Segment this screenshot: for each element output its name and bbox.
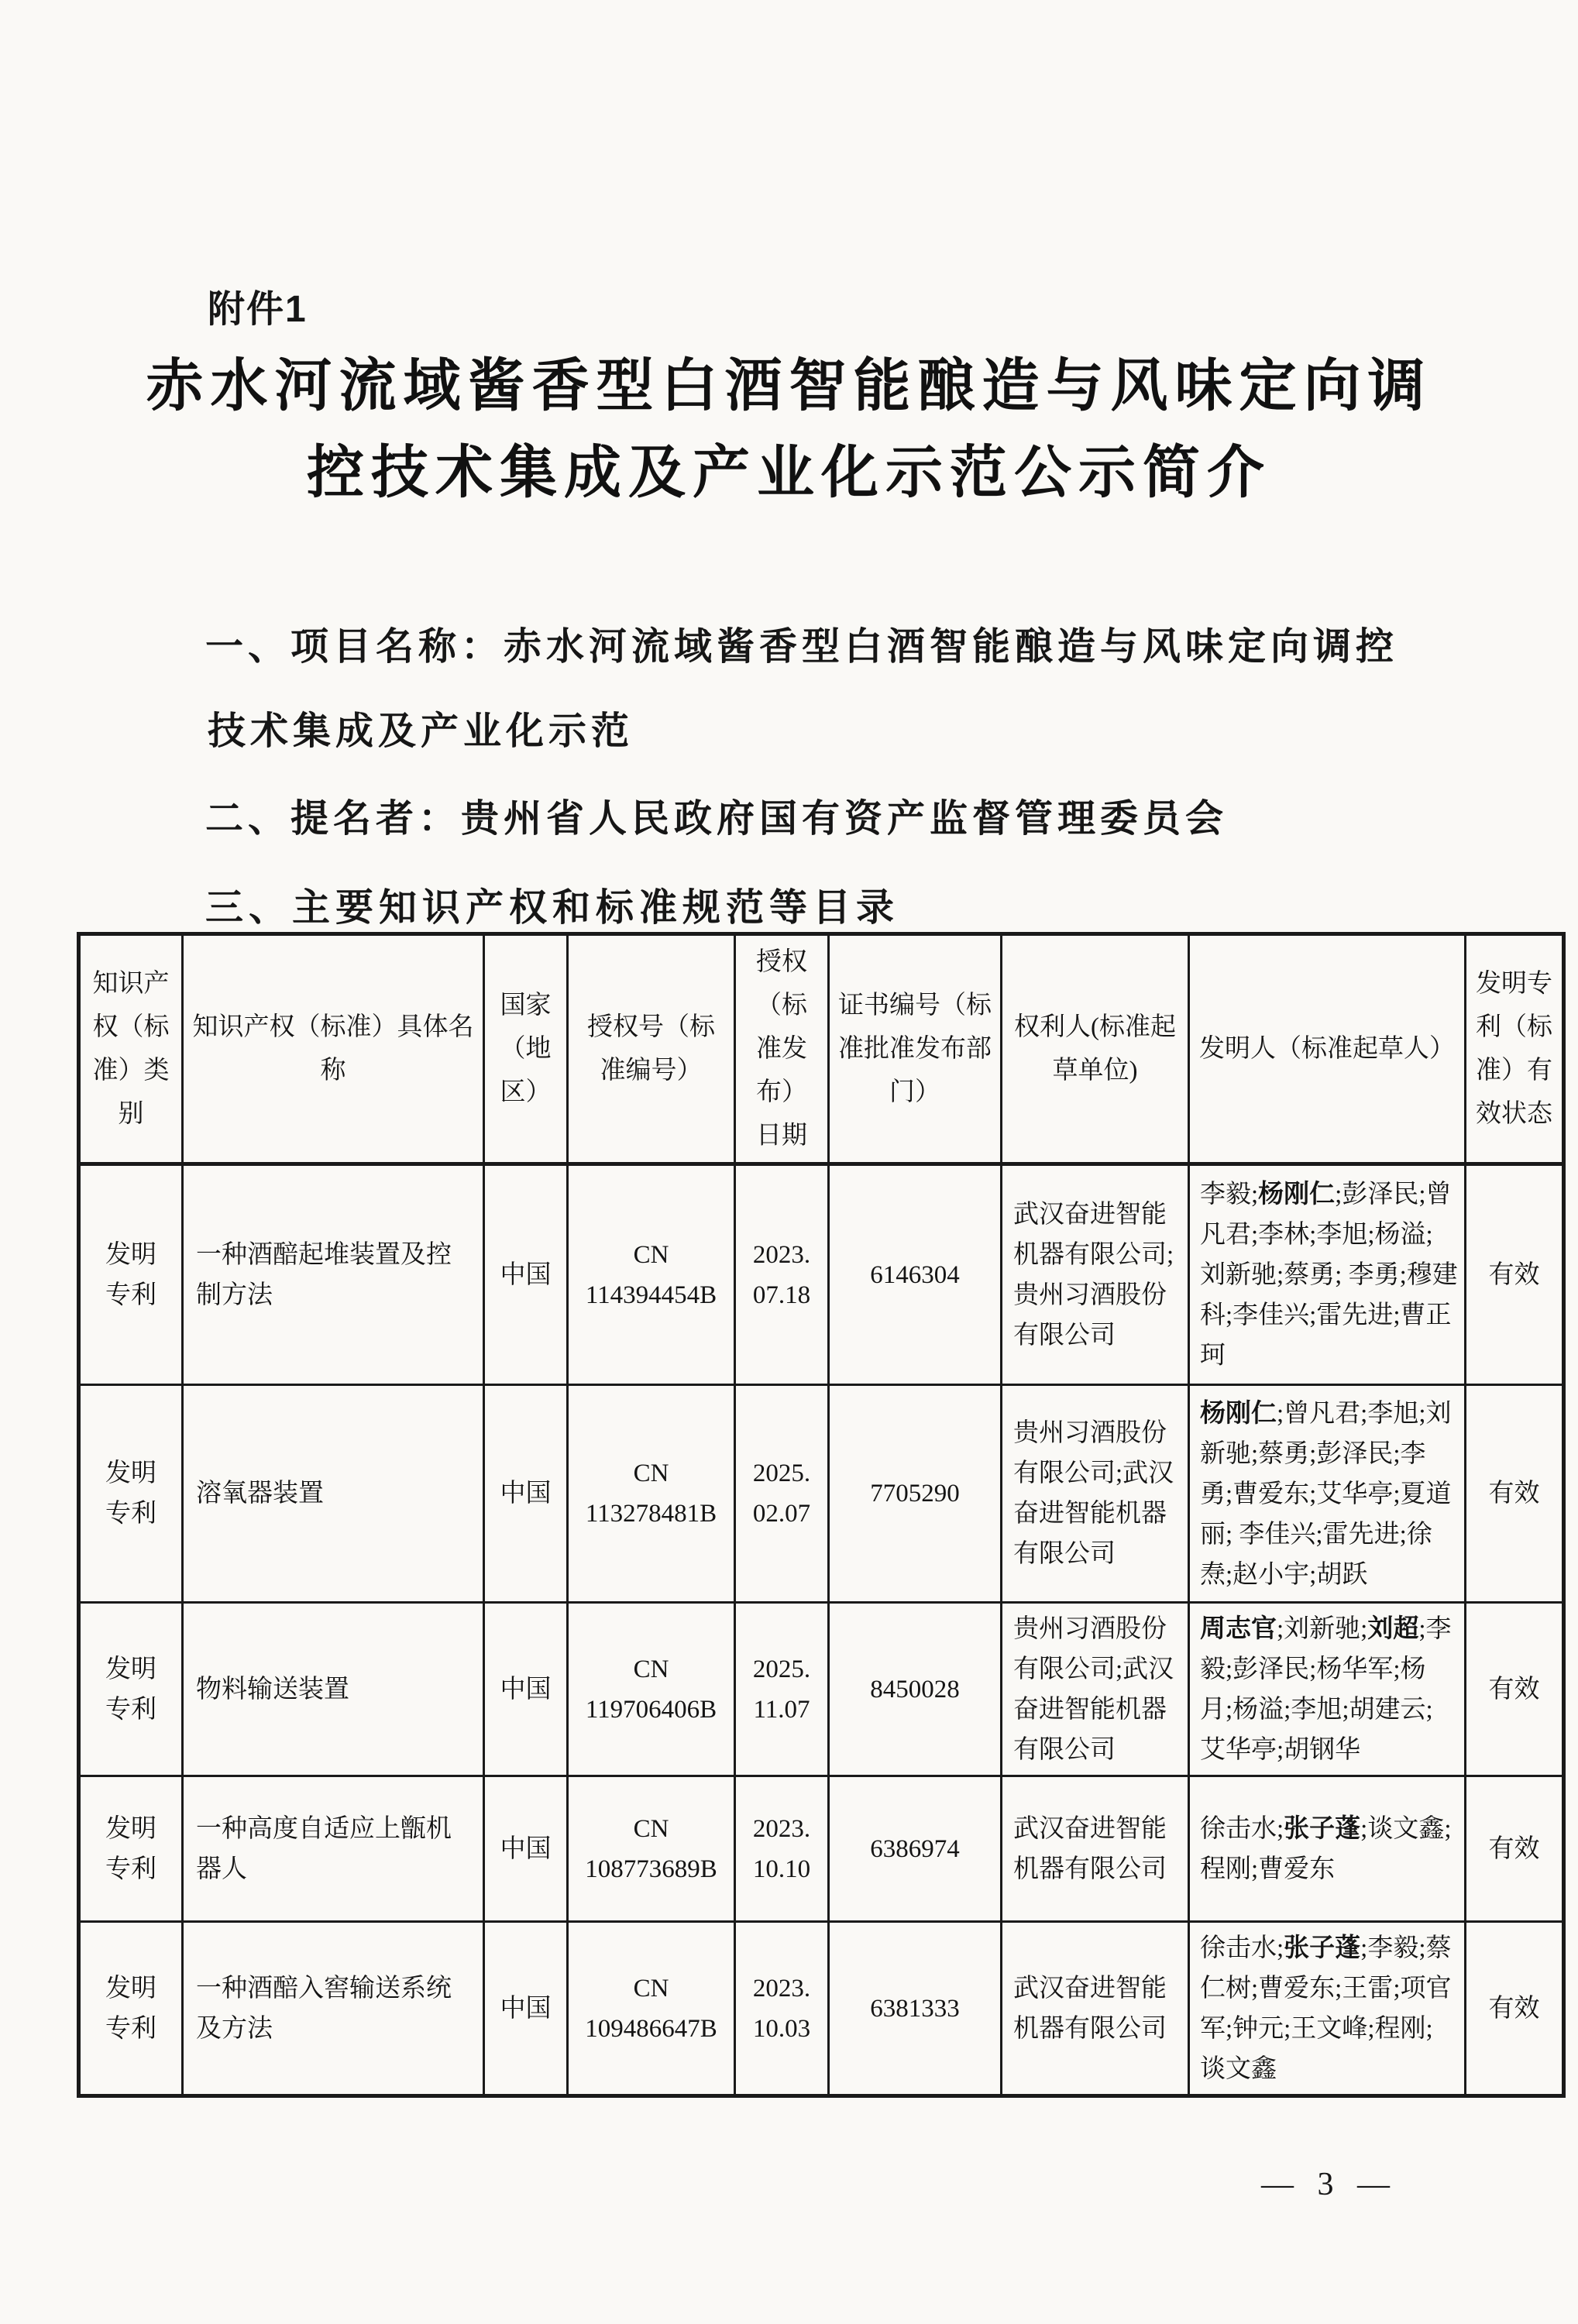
- section-project-name: [205, 617, 1398, 671]
- page-title-line2: 控技术集成及产业化示范公示简介: [307, 440, 1271, 504]
- cell-date: 2023. 07.18: [735, 1164, 829, 1385]
- cell-patent-no: CN 109486647B: [568, 1922, 735, 2096]
- cell-patent-no: CN 114394454B: [568, 1164, 735, 1385]
- cell-cert-no: 8450028: [829, 1603, 1002, 1776]
- cell-name: 一种酒醅起堆装置及控制方法: [183, 1164, 484, 1385]
- column-header-category: 知识产权（标准）类别: [79, 934, 183, 1164]
- ip-table: [77, 932, 1566, 2098]
- table-row: [79, 1922, 1564, 2096]
- section-nominator: [205, 789, 1228, 843]
- column-header-country: 国家（地区）: [484, 934, 568, 1164]
- cell-status: 有效: [1466, 1922, 1564, 2096]
- section-project-name-label: 一、项目名称：: [205, 626, 504, 668]
- table-row: [79, 1385, 1564, 1603]
- cell-category: 发明专利: [79, 1776, 183, 1922]
- cell-rights-holder: 武汉奋进智能机器有限公司;贵州习酒股份有限公司: [1002, 1164, 1189, 1385]
- column-header-name: 知识产权（标准）具体名称: [183, 934, 484, 1164]
- cell-name: 物料输送装置: [183, 1603, 484, 1776]
- cell-inventors: 周志官;刘新驰;刘超;李毅;彭泽民;杨华军;杨月;杨溢;李旭;胡建云;艾华亭;胡钢华: [1189, 1603, 1466, 1776]
- table-row: [79, 1164, 1564, 1385]
- column-header-cert-no: 证书编号（标准批准发布部门）: [829, 934, 1002, 1164]
- cell-category: 发明专利: [79, 1603, 183, 1776]
- cell-cert-no: 7705290: [829, 1385, 1002, 1603]
- cell-cert-no: 6146304: [829, 1164, 1002, 1385]
- column-header-status: 发明专利（标准）有效状态: [1466, 934, 1564, 1164]
- section-project-name-text: 赤水河流域酱香型白酒智能酿造与风味定向调控: [504, 625, 1399, 668]
- column-header-rights-holder: 权利人(标准起草单位): [1002, 934, 1189, 1164]
- cell-inventors: 杨刚仁;曾凡君;李旭;刘新驰;蔡勇;彭泽民;李勇;曹爱东;艾华亭;夏道丽; 李佳兴;雷先进;徐焘;赵小宇;胡跃: [1189, 1385, 1466, 1603]
- cell-country: 中国: [484, 1164, 568, 1385]
- cell-patent-no: CN 113278481B: [568, 1385, 735, 1603]
- section-project-name-continuation: [208, 701, 634, 755]
- cell-status: 有效: [1466, 1385, 1564, 1603]
- cell-rights-holder: 贵州习酒股份有限公司;武汉奋进智能机器有限公司: [1002, 1385, 1189, 1603]
- attachment-label: 附件1: [208, 289, 308, 330]
- cell-name: 一种高度自适应上甑机器人: [183, 1776, 484, 1922]
- section-nominator-text: 贵州省人民政府国有资产监督管理委员会: [461, 797, 1229, 840]
- cell-cert-no: 6381333: [829, 1922, 1002, 2096]
- section-ip-catalog-label: 三、主要知识产权和标准规范等目录: [205, 887, 900, 929]
- section-ip-catalog: [205, 878, 899, 932]
- cell-inventors: 李毅;杨刚仁;彭泽民;曾凡君;李林;李旭;杨溢;刘新驰;蔡勇; 李勇;穆建科;李佳兴;雷先进;曹正珂: [1189, 1164, 1466, 1385]
- cell-category: 发明专利: [79, 1922, 183, 2096]
- table-row: [79, 1776, 1564, 1922]
- cell-cert-no: 6386974: [829, 1776, 1002, 1922]
- cell-date: 2025. 02.07: [735, 1385, 829, 1603]
- cell-status: 有效: [1466, 1776, 1564, 1922]
- cell-inventors: 徐击水;张子蓬;谈文鑫;程刚;曹爱东: [1189, 1776, 1466, 1922]
- cell-country: 中国: [484, 1603, 568, 1776]
- cell-country: 中国: [484, 1922, 568, 2096]
- page-title: [0, 342, 1578, 516]
- table-header-row: [79, 934, 1564, 1164]
- cell-status: 有效: [1466, 1603, 1564, 1776]
- cell-rights-holder: 武汉奋进智能机器有限公司: [1002, 1776, 1189, 1922]
- column-header-date: 授权（标准发布）日期: [735, 934, 829, 1164]
- cell-date: 2023. 10.03: [735, 1922, 829, 2096]
- cell-name: 溶氧器装置: [183, 1385, 484, 1603]
- page-number: — 3 —: [1261, 2167, 1398, 2202]
- cell-category: 发明专利: [79, 1164, 183, 1385]
- cell-country: 中国: [484, 1385, 568, 1603]
- cell-status: 有效: [1466, 1164, 1564, 1385]
- cell-name: 一种酒醅入窖输送系统及方法: [183, 1922, 484, 2096]
- cell-rights-holder: 贵州习酒股份有限公司;武汉奋进智能机器有限公司: [1002, 1603, 1189, 1776]
- cell-date: 2023. 10.10: [735, 1776, 829, 1922]
- cell-patent-no: CN 119706406B: [568, 1603, 735, 1776]
- section-nominator-label: 二、提名者：: [205, 798, 462, 840]
- column-header-inventors: 发明人（标准起草人）: [1189, 934, 1466, 1164]
- column-header-patent-no: 授权号（标准编号）: [568, 934, 735, 1164]
- cell-rights-holder: 武汉奋进智能机器有限公司: [1002, 1922, 1189, 2096]
- cell-country: 中国: [484, 1776, 568, 1922]
- section-project-name-cont-text: 技术集成及产业化示范: [208, 710, 634, 752]
- cell-date: 2025. 11.07: [735, 1603, 829, 1776]
- cell-patent-no: CN 108773689B: [568, 1776, 735, 1922]
- table-row: [79, 1603, 1564, 1776]
- cell-category: 发明专利: [79, 1385, 183, 1603]
- page-title-line1: 赤水河流域酱香型白酒智能酿造与风味定向调: [146, 353, 1432, 418]
- cell-inventors: 徐击水;张子蓬;李毅;蔡仁树;曹爱东;王雷;项官军;钟元;王文峰;程刚;谈文鑫: [1189, 1922, 1466, 2096]
